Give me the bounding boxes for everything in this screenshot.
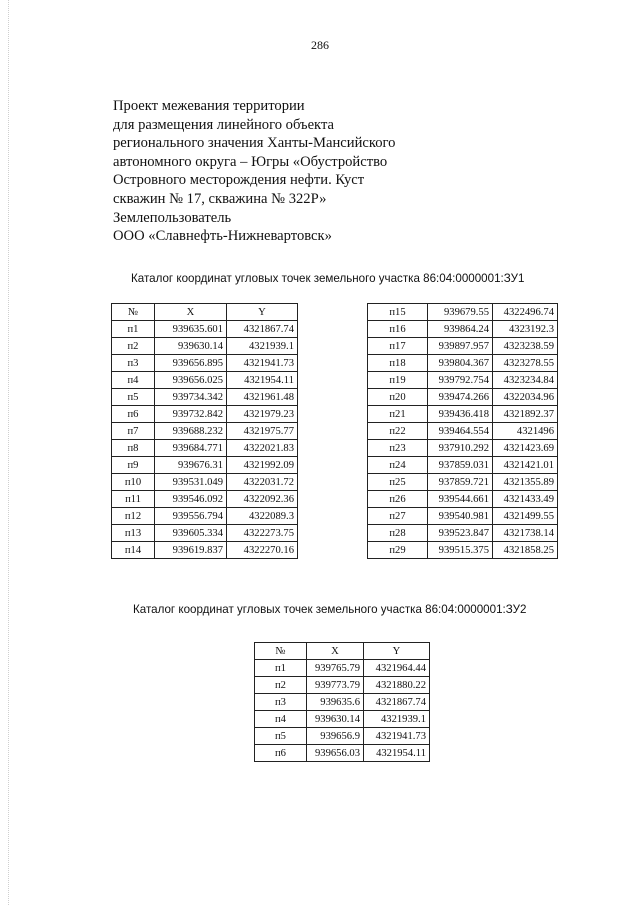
land-user-label: Землепользователь	[113, 209, 232, 226]
y-coordinate-cell: 4321880.22	[364, 677, 430, 694]
x-coordinate-cell: 939474.266	[428, 389, 493, 406]
y-coordinate-cell: 4321941.73	[227, 355, 298, 372]
x-coordinate-cell: 939630.14	[155, 338, 227, 355]
table-row	[368, 440, 558, 457]
project-line: Островного месторождения нефти. Куст	[113, 172, 365, 189]
x-coordinate-cell: 939897.957	[428, 338, 493, 355]
table-row	[368, 423, 558, 440]
header-number: №	[112, 304, 155, 321]
x-coordinate-cell: 939773.79	[307, 677, 364, 694]
point-number-cell: п17	[368, 338, 428, 355]
y-coordinate-cell: 4321954.11	[364, 745, 430, 762]
project-line: для размещения линейного объекта	[113, 116, 334, 133]
point-number-cell: п6	[112, 406, 155, 423]
table-header-row	[255, 643, 430, 660]
catalog2-table	[254, 642, 430, 762]
y-coordinate-cell: 4321892.37	[493, 406, 558, 423]
x-coordinate-cell: 939804.367	[428, 355, 493, 372]
point-number-cell: п3	[255, 694, 307, 711]
point-number-cell: п9	[112, 457, 155, 474]
table-header-row	[112, 304, 298, 321]
x-coordinate-cell: 939556.794	[155, 508, 227, 525]
point-number-cell: п5	[255, 728, 307, 745]
point-number-cell: п10	[112, 474, 155, 491]
y-coordinate-cell: 4322021.83	[227, 440, 298, 457]
catalog1-caption: Каталог координат угловых точек земельного участка 86:04:0000001:ЗУ1	[131, 272, 525, 285]
header-x: X	[307, 643, 364, 660]
point-number-cell: п22	[368, 423, 428, 440]
point-number-cell: п24	[368, 457, 428, 474]
table-row	[112, 372, 298, 389]
y-coordinate-cell: 4321421.01	[493, 457, 558, 474]
table-row	[112, 491, 298, 508]
project-line: автономного округа – Югры «Обустройство	[113, 153, 388, 170]
table-row	[368, 355, 558, 372]
y-coordinate-cell: 4322031.72	[227, 474, 298, 491]
header-number: №	[255, 643, 307, 660]
table-row	[368, 457, 558, 474]
y-coordinate-cell: 4323234.84	[493, 372, 558, 389]
y-coordinate-cell: 4321992.09	[227, 457, 298, 474]
x-coordinate-cell: 939523.847	[428, 525, 493, 542]
catalog2-body	[255, 660, 430, 762]
table-row	[112, 355, 298, 372]
point-number-cell: п12	[112, 508, 155, 525]
x-coordinate-cell: 939515.375	[428, 542, 493, 559]
x-coordinate-cell: 939864.24	[428, 321, 493, 338]
x-coordinate-cell: 939732.842	[155, 406, 227, 423]
table-row	[368, 406, 558, 423]
x-coordinate-cell: 939765.79	[307, 660, 364, 677]
x-coordinate-cell: 937859.721	[428, 474, 493, 491]
table-row	[255, 660, 430, 677]
point-number-cell: п1	[255, 660, 307, 677]
y-coordinate-cell: 4322496.74	[493, 304, 558, 321]
y-coordinate-cell: 4321939.1	[227, 338, 298, 355]
y-coordinate-cell: 4321941.73	[364, 728, 430, 745]
table-row	[112, 457, 298, 474]
catalog2-caption: Каталог координат угловых точек земельного участка 86:04:0000001:ЗУ2	[133, 603, 527, 616]
point-number-cell: п4	[255, 711, 307, 728]
table-row	[368, 525, 558, 542]
page-number: 286	[311, 38, 329, 52]
y-coordinate-cell: 4321738.14	[493, 525, 558, 542]
point-number-cell: п25	[368, 474, 428, 491]
point-number-cell: п29	[368, 542, 428, 559]
y-coordinate-cell: 4323278.55	[493, 355, 558, 372]
point-number-cell: п1	[112, 321, 155, 338]
x-coordinate-cell: 939656.03	[307, 745, 364, 762]
y-coordinate-cell: 4322089.3	[227, 508, 298, 525]
x-coordinate-cell: 939546.092	[155, 491, 227, 508]
x-coordinate-cell: 939605.334	[155, 525, 227, 542]
table-row	[368, 321, 558, 338]
y-coordinate-cell: 4321858.25	[493, 542, 558, 559]
point-number-cell: п23	[368, 440, 428, 457]
y-coordinate-cell: 4321867.74	[364, 694, 430, 711]
x-coordinate-cell: 939464.554	[428, 423, 493, 440]
x-coordinate-cell: 939436.418	[428, 406, 493, 423]
project-line: скважин № 17, скважина № 322Р»	[113, 190, 327, 207]
x-coordinate-cell: 939684.771	[155, 440, 227, 457]
y-coordinate-cell: 4322270.16	[227, 542, 298, 559]
table-row	[112, 440, 298, 457]
y-coordinate-cell: 4321964.44	[364, 660, 430, 677]
x-coordinate-cell: 939734.342	[155, 389, 227, 406]
y-coordinate-cell: 4321499.55	[493, 508, 558, 525]
table-row	[112, 542, 298, 559]
table-row	[255, 694, 430, 711]
y-coordinate-cell: 4322034.96	[493, 389, 558, 406]
catalog1-right-table	[367, 303, 558, 559]
point-number-cell: п15	[368, 304, 428, 321]
catalog1-left-table	[111, 303, 298, 559]
header-y: Y	[227, 304, 298, 321]
y-coordinate-cell: 4321433.49	[493, 491, 558, 508]
table-row	[255, 745, 430, 762]
x-coordinate-cell: 939676.31	[155, 457, 227, 474]
y-coordinate-cell: 4321961.48	[227, 389, 298, 406]
point-number-cell: п4	[112, 372, 155, 389]
point-number-cell: п19	[368, 372, 428, 389]
point-number-cell: п20	[368, 389, 428, 406]
table-row	[368, 542, 558, 559]
point-number-cell: п27	[368, 508, 428, 525]
x-coordinate-cell: 937910.292	[428, 440, 493, 457]
catalog1-left-body	[112, 321, 298, 559]
table-row	[112, 525, 298, 542]
x-coordinate-cell: 939619.837	[155, 542, 227, 559]
point-number-cell: п7	[112, 423, 155, 440]
x-coordinate-cell: 939679.55	[428, 304, 493, 321]
table-row	[368, 372, 558, 389]
point-number-cell: п11	[112, 491, 155, 508]
point-number-cell: п14	[112, 542, 155, 559]
y-coordinate-cell: 4321979.23	[227, 406, 298, 423]
x-coordinate-cell: 939544.661	[428, 491, 493, 508]
x-coordinate-cell: 939656.9	[307, 728, 364, 745]
table-row	[112, 321, 298, 338]
x-coordinate-cell: 939792.754	[428, 372, 493, 389]
y-coordinate-cell: 4321496	[493, 423, 558, 440]
table-row	[112, 406, 298, 423]
table-row	[368, 491, 558, 508]
y-coordinate-cell: 4321867.74	[227, 321, 298, 338]
table-row	[368, 474, 558, 491]
y-coordinate-cell: 4321423.69	[493, 440, 558, 457]
catalog1-right-body	[368, 304, 558, 559]
scan-margin-line	[8, 0, 9, 905]
point-number-cell: п5	[112, 389, 155, 406]
x-coordinate-cell: 939688.232	[155, 423, 227, 440]
table-row	[112, 508, 298, 525]
table-row	[368, 389, 558, 406]
table-row	[255, 711, 430, 728]
land-user-name: ООО «Славнефть-Нижневартовск»	[113, 228, 332, 245]
x-coordinate-cell: 939630.14	[307, 711, 364, 728]
y-coordinate-cell: 4321939.1	[364, 711, 430, 728]
table-row	[368, 338, 558, 355]
point-number-cell: п2	[255, 677, 307, 694]
table-row	[112, 474, 298, 491]
y-coordinate-cell: 4323238.59	[493, 338, 558, 355]
project-title-block	[113, 97, 395, 246]
table-row	[255, 677, 430, 694]
header-x: X	[155, 304, 227, 321]
x-coordinate-cell: 937859.031	[428, 457, 493, 474]
table-row	[112, 338, 298, 355]
table-row	[368, 508, 558, 525]
point-number-cell: п3	[112, 355, 155, 372]
point-number-cell: п13	[112, 525, 155, 542]
point-number-cell: п28	[368, 525, 428, 542]
x-coordinate-cell: 939635.601	[155, 321, 227, 338]
point-number-cell: п8	[112, 440, 155, 457]
y-coordinate-cell: 4321954.11	[227, 372, 298, 389]
header-y: Y	[364, 643, 430, 660]
table-row	[368, 304, 558, 321]
x-coordinate-cell: 939656.025	[155, 372, 227, 389]
y-coordinate-cell: 4322092.36	[227, 491, 298, 508]
y-coordinate-cell: 4322273.75	[227, 525, 298, 542]
x-coordinate-cell: 939635.6	[307, 694, 364, 711]
point-number-cell: п16	[368, 321, 428, 338]
point-number-cell: п6	[255, 745, 307, 762]
y-coordinate-cell: 4323192.3	[493, 321, 558, 338]
table-row	[112, 389, 298, 406]
point-number-cell: п26	[368, 491, 428, 508]
table-row	[112, 423, 298, 440]
y-coordinate-cell: 4321975.77	[227, 423, 298, 440]
y-coordinate-cell: 4321355.89	[493, 474, 558, 491]
x-coordinate-cell: 939540.981	[428, 508, 493, 525]
point-number-cell: п2	[112, 338, 155, 355]
point-number-cell: п21	[368, 406, 428, 423]
project-line: регионального значения Ханты-Мансийского	[113, 135, 396, 152]
table-row	[255, 728, 430, 745]
point-number-cell: п18	[368, 355, 428, 372]
x-coordinate-cell: 939656.895	[155, 355, 227, 372]
x-coordinate-cell: 939531.049	[155, 474, 227, 491]
project-line: Проект межевания территории	[113, 98, 305, 114]
